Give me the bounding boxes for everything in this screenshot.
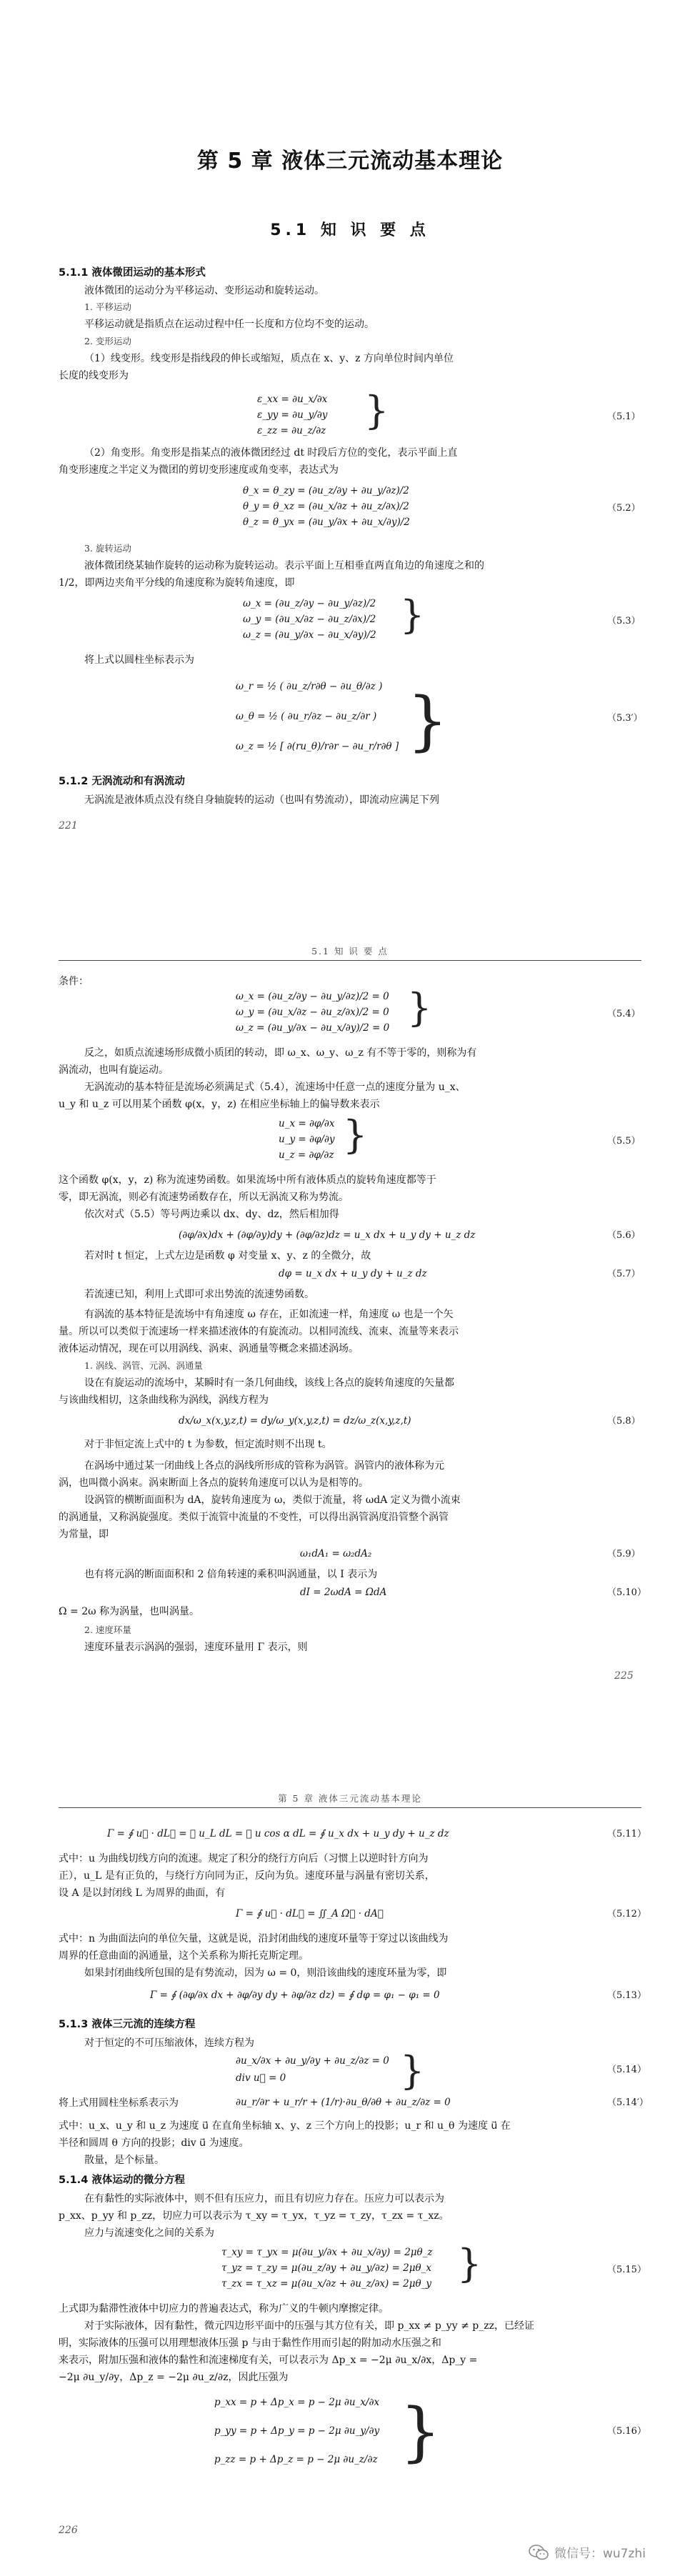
paragraph: 1/2，即两边夹角平分线的角速度称为旋转角速度，即: [59, 577, 295, 589]
equation-line: θ_x = θ_zy = (∂u_z/∂y + ∂u_y/∂z)/2: [243, 485, 409, 496]
paragraph: 与该曲线相切，这条曲线称为涡线，涡线方程为: [59, 1394, 269, 1406]
item-heading: 1. 平移运动: [84, 301, 131, 312]
equation-line: ε_yy = ∂u_y/∂y: [257, 409, 328, 421]
equation-line: τ_zx = τ_xz = μ(∂u_x/∂z + ∂u_z/∂x) = 2μθ_y: [221, 2278, 432, 2290]
paragraph: 半径和圆周 θ 方向的投影；div u⃗ 为速度。: [59, 2137, 249, 2149]
equation-number: （5.3′）: [607, 713, 643, 724]
equation-number: （5.6）: [607, 1230, 641, 1241]
equation-line: ω_x = (∂u_z/∂y − ∂u_y/∂z)/2: [243, 598, 376, 609]
header-rule: [59, 960, 641, 961]
paragraph: 设涡管的横断面面积为 dA，旋转角速度为 ω，类似于流量，将 ωdA 定义为微小流束: [84, 1494, 461, 1506]
paragraph: 这个函数 φ(x，y，z) 称为流速势函数。如果流场中所有液体质点的旋转角速度都等于: [59, 1174, 436, 1186]
page-number: 225: [614, 1670, 634, 1682]
equation-number: （5.9）: [607, 1549, 641, 1559]
paragraph: 无涡流是液体质点没有绕自身轴旋转的运动（也叫有势流动），即流动应满足下列: [84, 794, 439, 806]
paragraph: −2μ ∂u_y/∂y，Δp_z = −2μ ∂u_z/∂z，因此压强为: [59, 2372, 289, 2383]
right-brace: }: [407, 985, 432, 1030]
equation-number: （5.4）: [607, 1009, 641, 1019]
equation-line: ∂u_x/∂x + ∂u_y/∂y + ∂u_z/∂z = 0: [236, 2055, 389, 2067]
equation-line: u_z = ∂φ/∂z: [279, 1149, 334, 1161]
equation-line: ω_y = (∂u_x/∂z − ∂u_z/∂x)/2 = 0: [236, 1007, 389, 1018]
paragraph: 无涡流动的基本特征是流场必须满足式（5.4），流速场中任意一点的速度分量为 u_x、: [84, 1082, 466, 1093]
paragraph: 设 A 是以封闭线 L 为周界的曲面，有: [59, 1887, 226, 1899]
equation-number: （5.3）: [607, 616, 641, 626]
paragraph: 零，即无涡流，则必有流速势函数存在，所以无涡流又称为势流。: [59, 1192, 349, 1203]
paragraph: 式中：u 为曲线切线方向的流速。规定了积分的绕行方向后（习惯上以逆时针方向为: [59, 1853, 429, 1864]
paragraph: p_xx、p_yy 和 p_zz，切应力可以表示为 τ_xy = τ_yx，τ_yz = τ_zy，τ_zx = τ_xz。: [59, 2210, 449, 2222]
equation-number: （5.12）: [607, 1909, 646, 1919]
paragraph: 液体微团绕某轴作旋转的运动称为旋转运动。表示平面上互相垂直两直角边的角速度之和的: [84, 560, 484, 571]
paragraph: （2）角变形。角变形是指某点的液体微团经过 dt 时段后方位的变化，表示平面上直: [84, 447, 458, 459]
item-heading: 3. 旋转运动: [84, 543, 131, 554]
paragraph: （1）线变形。线变形是指线段的伸长或缩短，质点在 x、y、z 方向单位时间内单位: [84, 353, 454, 364]
watermark-text: 微信号：wu7zhi: [554, 2547, 646, 2561]
right-brace: }: [400, 592, 425, 637]
equation-line: ε_xx = ∂u_x/∂x: [257, 394, 328, 405]
paragraph: 在涡场中通过某一闭曲线上各点的涡线所形成的管称为涡管。涡管内的液体称为元: [84, 1460, 444, 1472]
right-brace: }: [364, 388, 389, 433]
paragraph: 长度的线变形为: [59, 370, 129, 381]
equation-line: Γ = ∮ u⃗ · dL⃗ = ∮ u_L dL = ∮ u cos α dL = ∮ u_x dx + u_y dy + u_z dz: [107, 1828, 449, 1839]
paragraph: 式中：u_x、u_y 和 u_z 为速度 u⃗ 在直角坐标轴 x、y、z 三个方向上的投影；u_r 和 u_θ 为速度 u⃗ 在: [59, 2120, 511, 2132]
paragraph: 反之，如质点流速场形成微小质团的转动，即 ω_x、ω_y、ω_z 有不等于零的，则称为有: [84, 1047, 477, 1059]
paragraph: 的涡通量，又称涡旋强度。类似于流管中流量的不变性，可以得出涡管涡度沿管整个涡管: [59, 1512, 449, 1523]
paragraph: 周界的任意曲面的涡通量，这个关系称为斯托克斯定理。: [59, 1950, 309, 1962]
paragraph: 如果封闭曲线所包围的是有势流动，因为 ω = 0，则沿该曲线的速度环量为零，即: [84, 1967, 447, 1979]
equation-line: θ_y = θ_xz = (∂u_x/∂z + ∂u_z/∂x)/2: [243, 501, 409, 512]
running-header: 5.1 知 识 要 点: [311, 946, 389, 957]
equation-line: (∂φ/∂x)dx + (∂φ/∂y)dy + (∂φ/∂z)dz = u_x dx + u_y dy + u_z dz: [179, 1229, 476, 1241]
equation-line: Γ = ∮ u⃗ · dL⃗ = ∬_A Ω⃗ · dA⃗: [236, 1908, 384, 1919]
equation-line: dI = 2ωdA = ΩdA: [300, 1587, 387, 1598]
paragraph: 也有将元涡的断面面积和 2 倍角转速的乘积叫涡通量，以 I 表示为: [84, 1569, 378, 1580]
right-brace: }: [400, 2395, 441, 2470]
equation-number: （5.14′）: [607, 2097, 649, 2108]
page-number: 226: [59, 2525, 78, 2536]
item-heading: 2. 变形运动: [84, 336, 131, 346]
equation-line: ∂u_r/∂r + u_r/r + (1/r)·∂u_θ/∂θ + ∂u_z/∂z = 0: [236, 2097, 451, 2108]
right-brace: }: [343, 1112, 368, 1157]
equation-number: （5.2）: [607, 503, 641, 514]
subsection-heading: 5.1.4 液体运动的微分方程: [59, 2175, 185, 2186]
equation-number: （5.10）: [607, 1587, 646, 1598]
equation-line: ω_z = ½ [ ∂(ru_θ)/r∂r − ∂u_r/r∂θ ]: [236, 741, 399, 752]
paragraph: 对于非恒定流上式中的 t 为参数，恒定流时则不出现 t。: [84, 1439, 332, 1450]
equation-line: p_xx = p + Δp_x = p − 2μ ∂u_x/∂x: [214, 2397, 380, 2408]
equation-number: （5.15）: [607, 2265, 646, 2275]
paragraph: 有涡流的基本特征是流场中有角速度 ω 存在，正如流速一样，角速度 ω 也是一个矢: [84, 1309, 454, 1320]
section-title: 5.1 知 识 要 点: [270, 221, 430, 239]
item-heading: 2. 速度环量: [84, 1624, 131, 1635]
paragraph: 液体微团的运动分为平移运动、变形运动和旋转运动。: [84, 285, 324, 296]
right-brace: }: [457, 2241, 482, 2286]
paragraph: 散量，是个标量。: [84, 2155, 164, 2166]
paragraph: 对于恒定的不可压缩液体，连续方程为: [84, 2037, 254, 2049]
subsection-heading: 5.1.1 液体微团运动的基本形式: [59, 267, 206, 279]
equation-number: （5.1）: [607, 411, 641, 422]
header-rule: [59, 1807, 641, 1808]
chapter-title: 第 5 章 液体三元流动基本理论: [196, 149, 504, 174]
equation-line: div u⃗ = 0: [236, 2072, 286, 2084]
paragraph: 将上式以圆柱坐标表示为: [84, 654, 194, 666]
equation-line: ω₁dA₁ = ω₂dA₂: [300, 1548, 372, 1559]
paragraph: 速度环量表示涡涡的强弱，速度环量用 Γ 表示，则: [84, 1642, 308, 1653]
equation-line: ω_z = (∂u_y/∂x − ∂u_x/∂y)/2 = 0: [236, 1022, 390, 1034]
paragraph: 式中：n 为曲面法向的单位矢量，这就是说，沿封闭曲线的速度环量等于穿过以该曲线为: [59, 1933, 449, 1945]
paragraph: 涡，也叫微小涡束。涡束断面上各点的旋转角速度可以认为是相等的。: [59, 1477, 369, 1489]
paragraph: 平移运动就是指质点在运动过程中任一长度和方位均不变的运动。: [84, 319, 374, 330]
paragraph: 为常量，即: [59, 1529, 109, 1540]
equation-line: ω_x = (∂u_z/∂y − ∂u_y/∂z)/2 = 0: [236, 991, 389, 1002]
paragraph: 涡流动，也叫有旋运动。: [59, 1064, 169, 1076]
equation-line: u_y = ∂φ/∂y: [279, 1134, 335, 1145]
right-brace: }: [400, 2048, 425, 2093]
equation-line: p_yy = p + Δp_y = p − 2μ ∂u_y/∂y: [214, 2425, 380, 2437]
paragraph: 对于实际液体，因有黏性，微元四边形平面中的压强与其方位有关，即 p_xx ≠ p_yy ≠ p_zz，已经证: [84, 2320, 534, 2332]
paragraph: 量。所以可以类似于流速场一样来描述液体的有旋流动。以相同流线、流束、流量等来表示: [59, 1326, 459, 1337]
equation-line: ω_y = (∂u_x/∂z − ∂u_z/∂x)/2: [243, 614, 376, 625]
paragraph: 依次对式（5.5）等号两边乘以 dx、dy、dz，然后相加得: [84, 1209, 339, 1220]
paragraph: 角变形速度之半定义为微团的剪切变形速度或角变率，表达式为: [59, 464, 339, 476]
right-brace: }: [407, 684, 449, 759]
paragraph: 正），u_L 是有正负的，与绕行方向同为正，反向为负。速度环量与涡量有密切关系，: [59, 1870, 435, 1882]
paragraph: 明，实际液体的压强可以用理想液体压强 p 与由于黏性作用而引起的附加动水压强之和: [59, 2337, 441, 2349]
equation-line: ω_θ = ½ ( ∂u_r/∂z − ∂u_z/∂r ): [236, 711, 377, 722]
equation-number: （5.14）: [607, 2065, 646, 2075]
equation-line: τ_xy = τ_yx = μ(∂u_y/∂x + ∂u_x/∂y) = 2μθ_z: [221, 2247, 433, 2258]
paragraph: Ω = 2ω 称为涡量，也叫涡量。: [59, 1606, 200, 1617]
equation-line: Γ = ∮ (∂φ/∂x dx + ∂φ/∂y dy + ∂φ/∂z dz) = ∮ dφ = φ₁ − φ₁ = 0: [150, 1990, 440, 2001]
paragraph: 若流速已知，利用上式即可求出势流的流速势函数。: [84, 1289, 314, 1300]
equation-number: （5.13）: [607, 1990, 646, 2001]
paragraph: 应力与流速变化之间的关系为: [84, 2227, 214, 2239]
paragraph: 若对时 t 恒定，上式左边是函数 φ 对变量 x、y、z 的全微分，故: [84, 1250, 371, 1262]
equation-line: p_zz = p + Δp_z = p − 2μ ∂u_z/∂z: [214, 2454, 378, 2465]
page-number: 221: [59, 820, 78, 832]
running-header: 第 5 章 液体三元流动基本理论: [278, 1793, 422, 1804]
paragraph: 将上式用圆柱坐标系表示为: [59, 2097, 179, 2109]
equation-line: dφ = u_x dx + u_y dy + u_z dz: [279, 1268, 427, 1279]
paragraph: 在有黏性的实际液体中，则不但有压应力，而且有切应力存在。压应力可以表示为: [84, 2193, 444, 2205]
equation-line: dx/ω_x(x,y,z,t) = dy/ω_y(x,y,z,t) = dz/ω_z(x,y,z,t): [179, 1415, 411, 1427]
watermark: [529, 2543, 646, 2561]
equation-number: （5.16）: [607, 2426, 646, 2437]
wechat-icon: [529, 2545, 549, 2560]
equation-number: （5.11）: [607, 1829, 646, 1839]
equation-number: （5.7）: [607, 1269, 641, 1279]
equation-line: u_x = ∂φ/∂x: [279, 1118, 335, 1129]
subsection-heading: 5.1.3 液体三元流的连续方程: [59, 2019, 196, 2030]
equation-line: ε_zz = ∂u_z/∂z: [257, 425, 326, 436]
equation-line: τ_yz = τ_zy = μ(∂u_z/∂y + ∂u_y/∂z) = 2μθ_x: [221, 2262, 432, 2274]
paragraph: 来表示，附加压强和液体的黏性和流速梯度有关，可以表示为 Δp_x = −2μ ∂u_x/∂x，Δp_y =: [59, 2355, 478, 2366]
subsection-heading: 5.1.2 无涡流动和有涡流动: [59, 776, 185, 787]
equation-line: ω_z = (∂u_y/∂x − ∂u_x/∂y)/2: [243, 629, 376, 641]
paragraph: 条件：: [59, 976, 89, 987]
paragraph: 液体运动情况，现在可以用涡线、涡束、涡通量等概念来描述涡场。: [59, 1343, 359, 1354]
equation-number: （5.5）: [607, 1136, 641, 1147]
paragraph: 设在有旋运动的流场中，某瞬时有一条几何曲线，该线上各点的旋转角速度的矢量都: [84, 1377, 454, 1389]
paragraph: u_y 和 u_z 可以用某个函数 φ(x，y，z) 在相应坐标轴上的偏导数来表示: [59, 1099, 380, 1110]
equation-line: θ_z = θ_yx = (∂u_y/∂x + ∂u_x/∂y)/2: [243, 516, 410, 528]
paragraph: 上式即为黏滞性液体中切应力的普遍表达式，称为广义的牛顿内摩擦定律。: [59, 2303, 389, 2315]
item-heading: 1. 涡线、涡管、元涡、涡通量: [84, 1360, 203, 1371]
equation-number: （5.8）: [607, 1416, 641, 1427]
equation-line: ω_r = ½ ( ∂u_z/r∂θ − ∂u_θ/∂z ): [236, 681, 383, 692]
